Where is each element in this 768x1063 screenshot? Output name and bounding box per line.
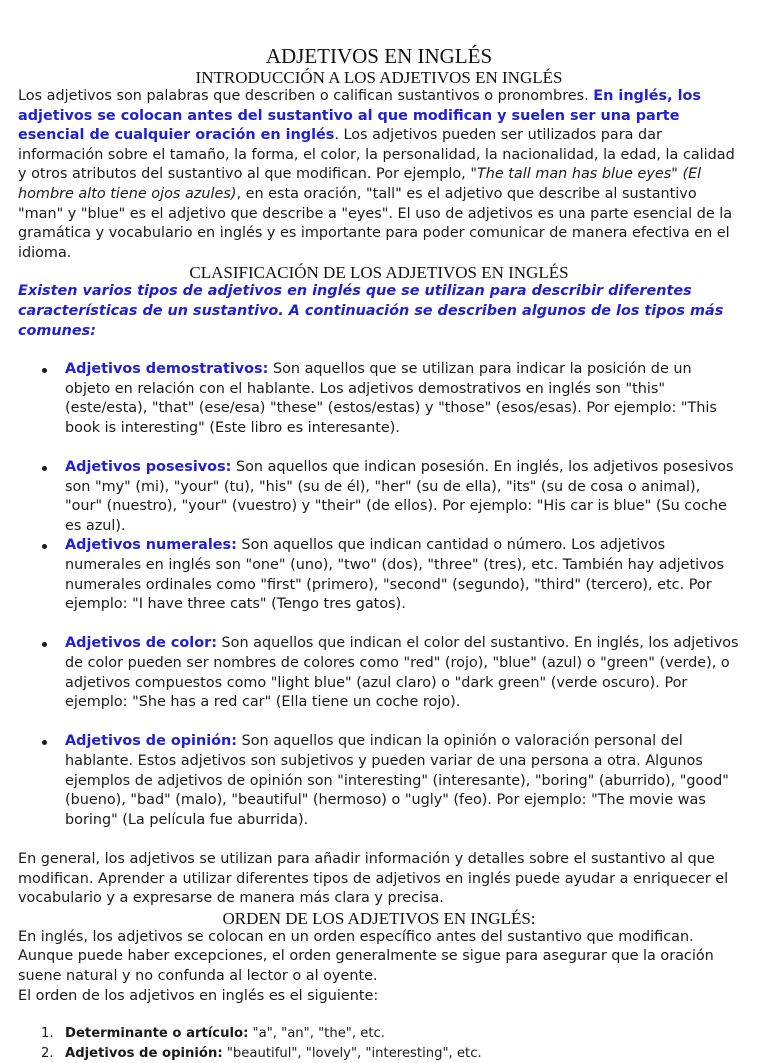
intro-text-c: , en esta oración, "tall" es el adjetivo que describe al sustantivo "man" y "blue" es el adjetivo que describe a "eyes". El uso de adjetivos es una parte esencial de la gramática y vocabulario en inglés y es importante para poder comunicar de manera efectiva en el idioma.	[18, 185, 733, 261]
type-description: Son aquellos que indican el color del sustantivo. En inglés, los adjetivos de color pueden ser nombres de colores como "red" (rojo), "blue" (azul) o "green" (verde), o adjetivos compuestos como "light blue" (azul claro) o "dark green" (verde oscuro). Por ejemplo: "She has a red car" (Ella tiene un coche rojo).	[65, 635, 739, 711]
type-term: Adjetivos numerales:	[65, 537, 237, 554]
classification-lead: Existen varios tipos de adjetivos en inglés que se utilizan para describir diferentes características de un sustantivo. A continuación se describen algunos de los tipos más comunes:	[18, 283, 724, 339]
order-list-intro: El orden de los adjetivos en inglés es el siguiente:	[18, 987, 379, 1004]
order-description: "beautiful", "lovely", "interesting", etc.	[222, 1045, 482, 1061]
list-item	[65, 732, 740, 830]
type-description: Son aquellos que indican posesión. En inglés, los adjetivos posesivos son "my" (mi), "your" (tu), "his" (su de él), "her" (su de ella), "its" (su de cosa o animal), "our" (nuestro), "your" (vuestro) y "their" (de ellos). Por ejemplo: "His car is blue" (Su coche es azul).	[65, 459, 734, 534]
intro-example: "The tall man has blue eyes" (El hombre alto tiene ojos azules)	[18, 166, 702, 202]
type-term: Adjetivos de color:	[65, 635, 217, 652]
intro-heading: INTRODUCCIÓN A LOS ADJETIVOS EN INGLÉS	[195, 68, 563, 87]
intro-highlight: En inglés, los adjetivos se colocan antes del sustantivo al que modifican y suelen ser una parte esencial de cualquier oración en inglés	[18, 88, 701, 144]
order-term: Determinante o artículo:	[65, 1026, 249, 1042]
type-term: Adjetivos demostrativos:	[65, 361, 269, 378]
order-description: "a", "an", "the", etc.	[248, 1026, 385, 1042]
document-title: ADJETIVOS EN INGLÉS	[265, 44, 493, 68]
classification-closing: En general, los adjetivos se utilizan para añadir información y detalles sobre el sustantivo al que modifican. Aprender a utilizar diferentes tipos de adjetivos en inglés puede ayudar a enriquecer el vocabulario y a expresarse de manera más clara y precisa.	[18, 850, 729, 907]
classification-heading: CLASIFICACIÓN DE LOS ADJETIVOS EN INGLÉS	[189, 263, 569, 283]
type-description: Son aquellos que indican la opinión o valoración personal del hablante. Estos adjetivos son subjetivos y pueden variar de una persona a otra. Algunos ejemplos de adjetivos de opinión son "interesting" (interesante), "boring" (aburrido), "good" (bueno), "bad" (malo), "beautiful" (hermoso) o "ugly" (feo). Por ejemplo: "The movie was boring" (La película fue aburrida).	[65, 733, 729, 828]
list-item	[41, 1044, 740, 1063]
adjective-types-list	[18, 360, 740, 830]
order-term: Adjetivos de opinión:	[65, 1045, 223, 1061]
order-heading: ORDEN DE LOS ADJETIVOS EN INGLÉS:	[222, 908, 536, 928]
order-number: 1.	[41, 1026, 54, 1042]
type-description: Son aquellos que indican cantidad o número. Los adjetivos numerales en inglés son "one" (uno), "two" (dos), "three" (tres), etc. También hay adjetivos numerales ordinales como "first" (primero), "second" (segundo), "third" (tercero), etc. Por ejemplo: "I have three cats" (Tengo tres gatos).	[65, 537, 724, 613]
list-item	[65, 536, 740, 614]
list-item	[65, 634, 740, 712]
intro-text-a: Los adjetivos son palabras que describen o califican sustantivos o pronombres.	[18, 88, 594, 104]
type-term: Adjetivos posesivos:	[65, 459, 232, 476]
adjective-order-list	[18, 1024, 740, 1063]
list-item	[65, 458, 740, 536]
list-item	[41, 1024, 740, 1044]
order-paragraph: En inglés, los adjetivos se colocan en un orden específico antes del sustantivo que modifican. Aunque puede haber excepciones, el orden generalmente se sigue para asegurar que la oración suene natural y no confunda al lector o al oyente.	[18, 928, 714, 984]
list-item	[65, 360, 740, 438]
document-page	[18, 44, 740, 1063]
order-number: 2.	[41, 1045, 54, 1061]
intro-text-b: . Los adjetivos pueden ser utilizados para dar información sobre el tamaño, la forma, el color, la personalidad, la nacionalidad, la edad, la calidad y otros atributos del sustantivo al que modifican. Por ejemplo,	[18, 127, 735, 183]
type-description: Son aquellos que se utilizan para indicar la posición de un objeto en relación con el hablante. Los adjetivos demostrativos en inglés son "this" (este/esta), "that" (ese/esa) "these" (estos/estas) y "those" (esos/esas). Por ejemplo: "This book is interesting" (Este libro es interesante).	[65, 361, 717, 436]
type-term: Adjetivos de opinión:	[65, 733, 238, 750]
intro-paragraph	[18, 87, 740, 263]
